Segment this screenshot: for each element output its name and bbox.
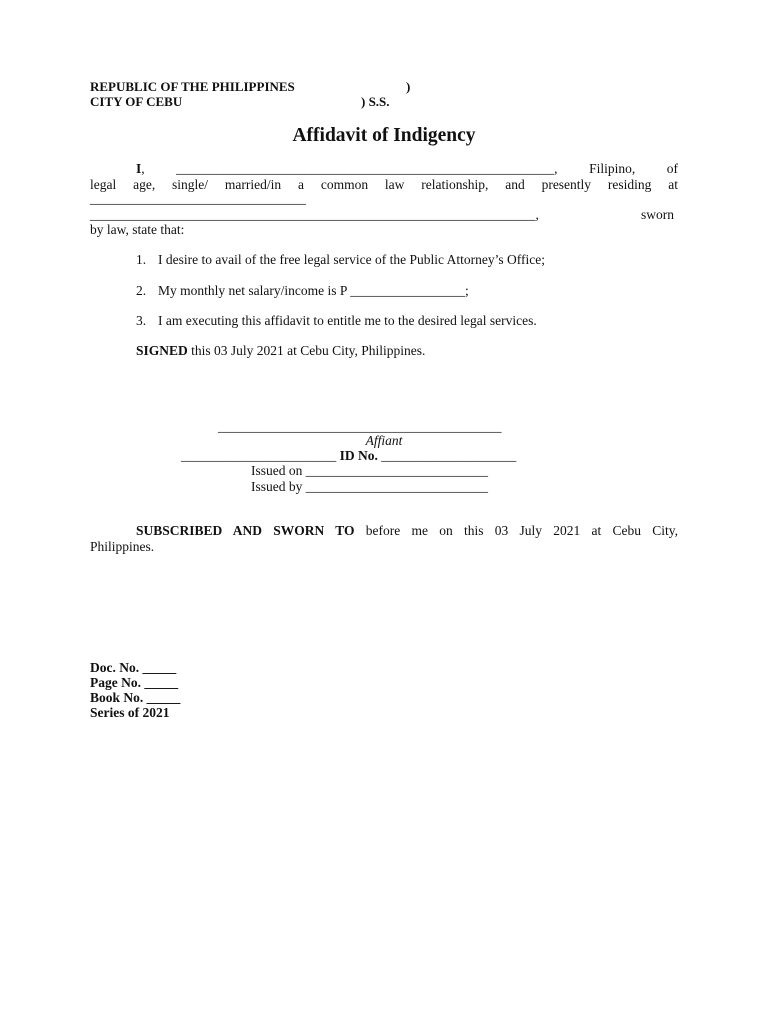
- doc-number: Doc. No. _____: [90, 660, 177, 675]
- id-right-blank: ____________________: [377, 448, 517, 463]
- item-text-3: I am executing this affidavit to entitle me to the desired legal services.: [158, 313, 537, 328]
- intro-line-5: by law, state that:: [90, 222, 185, 237]
- intro-sworn-word: sworn: [641, 207, 674, 222]
- id-number-row: [181, 448, 516, 464]
- affiant-signature-line: __________________________________________: [218, 419, 502, 434]
- item-text-2: My monthly net salary/income is P _________________;: [158, 283, 469, 298]
- issued-on-row: [251, 463, 488, 479]
- subscribed-line-2: Philippines.: [90, 539, 155, 554]
- issued-by-label: Issued by: [251, 479, 303, 494]
- signed-label: SIGNED: [136, 343, 188, 358]
- intro-i: I: [136, 161, 142, 176]
- affiant-label: Affiant: [365, 433, 403, 448]
- issued-on-label: Issued on: [251, 463, 303, 478]
- series-year: Series of 2021: [90, 705, 170, 720]
- item-text-1: I desire to avail of the free legal service of the Public Attorney’s Office;: [158, 252, 545, 267]
- subscribed-rest: before me on this 03 July 2021 at Cebu City,: [354, 523, 678, 538]
- republic-header: [90, 79, 295, 95]
- document-title: Affidavit of Indigency: [292, 125, 476, 146]
- city-label: CITY OF CEBU: [90, 94, 183, 109]
- issued-by-row: [251, 479, 488, 495]
- item-number-1: 1.: [136, 252, 147, 267]
- intro-line-2: legal age, single/ married/in a common law relationship, and presently residing at: [90, 177, 678, 192]
- republic-label: REPUBLIC OF THE PHILIPPINES: [90, 79, 295, 94]
- page-number: Page No. _____: [90, 675, 179, 690]
- issued-on-blank: ___________________________: [302, 463, 488, 478]
- item-number-2: 2.: [136, 283, 147, 298]
- header-paren-1: ): [406, 79, 411, 94]
- id-label: ID No.: [339, 448, 378, 463]
- intro-address-blank-2: __________________________________________________________________,: [90, 207, 539, 222]
- signed-statement: [136, 343, 425, 359]
- intro-name-blank: , ________________________________________________________, Filipino, of: [141, 161, 678, 176]
- city-header: [90, 94, 182, 110]
- issued-by-blank: ___________________________: [302, 479, 488, 494]
- signed-date-place: this 03 July 2021 at Cebu City, Philippines.: [187, 343, 426, 358]
- header-ss: ) S.S.: [361, 94, 390, 109]
- subscribed-label: SUBSCRIBED AND SWORN TO: [136, 523, 355, 538]
- id-left-blank: _______________________: [181, 448, 340, 463]
- intro-address-blank-1: ________________________________: [90, 191, 306, 206]
- intro-line-1: [90, 161, 678, 177]
- item-number-3: 3.: [136, 313, 147, 328]
- subscribed-line-1: [90, 523, 678, 539]
- book-number: Book No. _____: [90, 690, 181, 705]
